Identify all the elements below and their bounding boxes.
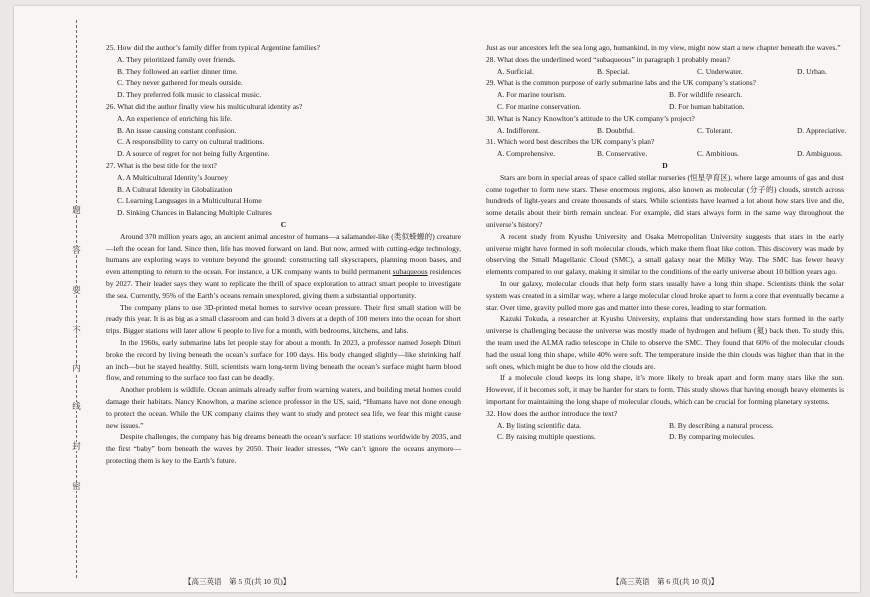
- underlined-word: subaqueous: [392, 267, 428, 277]
- answer-option: D. For human habitation.: [669, 101, 745, 111]
- answer-option: D. Sinking Chances in Balancing Multiple Cultures: [117, 208, 272, 218]
- exam-sheet: [14, 6, 860, 592]
- right-page-column: [486, 42, 847, 443]
- binding-char: 密: [72, 481, 81, 491]
- passage-paragraph: If a molecule cloud keeps its long shape, it’s more likely to break apart and form many stars like the sun. However, if it becomes soft, it may be harder for stars to form. This study shows that having enough heavy elements is important for maintaining the long shape of molecular clouds, which can be crucial for forming planetary systems.: [486, 373, 844, 406]
- answer-option: D. Appreciative.: [797, 125, 847, 135]
- answer-option: B. A Cultural Identity in Globalization: [117, 184, 233, 194]
- question-stem: 26. What did the author finally view his multicultural identity as?: [106, 101, 303, 111]
- answer-option: B. An issue causing constant confusion.: [117, 125, 237, 135]
- question-stem: 30. What is Nancy Knowlton’s attitude to the UK company’s project?: [486, 113, 695, 123]
- binding-char: 要: [72, 285, 81, 295]
- answer-option: B. Doubtful.: [597, 125, 635, 135]
- option-row: [486, 420, 844, 432]
- binding-char: 内: [72, 363, 81, 373]
- answer-option: B. For wildlife research.: [669, 90, 743, 100]
- binding-char: 封: [72, 441, 81, 451]
- answer-option: B. Conservative.: [597, 149, 648, 159]
- binding-char: 线: [72, 401, 81, 411]
- answer-option: C. By raising multiple questions.: [497, 432, 596, 442]
- answer-option: A. An experience of enriching his life.: [117, 113, 232, 123]
- paragraph-text: Around 370 million years ago, an ancient animal ancestor of humans—a salamander-like (类似蝾螈的) creature—left the ocean for land. Since then, life has moved forward on land. But now, armed with cutting-edge technology, humans are exploring ways to venture beyond the ground: constructing tall skyscrapers, planning moon bases, and even attempting to return to the ocean. For instance, a UK company wants to build permanent: [106, 231, 461, 277]
- answer-option: C. For marine conservation.: [497, 101, 581, 111]
- question-stem: 28. What does the underlined word “subaqueous” in paragraph 1 probably mean?: [486, 54, 730, 64]
- page-footer-right: 【高三英语 第 6 页(共 10 页)】: [612, 577, 719, 586]
- question-stem: 25. How did the author’s family differ from typical Argentine families?: [106, 43, 320, 52]
- answer-option: A. By listing scientific data.: [497, 420, 582, 430]
- passage-paragraph: Kazuki Tokuda, a researcher at Kyushu University, explains that understanding how stars formed in the early universe is challenging because the universe was mostly made of hydrogen and helium (氦) back then. To study this, the team used the ALMA radio telescope in Chile to observe the SMC. They found that 60% of the molecular clouds had the usual long thin shape, while 40% were soft. The temperature inside the thin clouds was higher than that in the soft ones, which might be due to how old the clouds are.: [486, 314, 844, 371]
- left-page-column: [106, 42, 461, 467]
- binding-char: 不: [72, 325, 81, 335]
- answer-option: D. They preferred folk music to classical music.: [117, 90, 262, 100]
- answer-option: C. They never gathered for meals outside.: [117, 78, 243, 88]
- passage-paragraph: In our galaxy, molecular clouds that help form stars usually have a long thin shape. Scientists think the solar system was created in a similar way, where a large molecular cloud broke apart to form a core that eventually became a star. Over time, gravity pulled more gas and matter into these cores, leading to star formation.: [486, 278, 844, 312]
- passage-paragraph: In the 1960s, early submarine labs let people stay for about a month. In 2023, a professor named Joseph Dituri broke the record by living beneath the ocean’s surface for 100 days. His body changed slightly—like shrinking half an inch—but he stayed healthy. Still, scientists warn long-term living beneath the ocean’s surface might harm blood flow, and returning to the surface too fast can be deadly.: [106, 337, 461, 383]
- passage-paragraph: Despite challenges, the company has big dreams beneath the ocean’s surface: 10 stations worldwide by 2035, and the first “baby” born beneath the waves by 2050. Their leader stresses, “We can’t ignore the oceans anymore—protecting them is key to the Earth’s future.: [106, 432, 461, 465]
- section-heading: D: [662, 160, 668, 170]
- answer-option: B. They followed an earlier dinner time.: [117, 66, 238, 76]
- answer-option: C. Tolerant.: [697, 125, 733, 135]
- answer-option: C. Underwater.: [697, 66, 743, 76]
- page-footer-left: 【高三英语 第 5 页(共 10 页)】: [184, 577, 291, 586]
- option-row: [486, 125, 847, 137]
- answer-option: A. Surficial.: [497, 66, 534, 76]
- question-stem: 27. What is the best title for the text?: [106, 160, 217, 170]
- answer-option: C. Ambitious.: [697, 149, 739, 159]
- passage-paragraph: [106, 231, 461, 302]
- passage-paragraph: The company plans to use 3D-printed metal homes to survive ocean pressure. Their first small station will be ready this year. It is as big as a small classroom and can hold 3 divers at a depth of 100 meters into the ocean for short trips. Bigger stations will later allow 6 people to live for a month, with bedrooms, kitchens, and labs.: [106, 302, 461, 336]
- paragraph-text: residences by 2027. Their leader says they want to replicate the thrill of space exploration to attract smart people to investigate the sea. Currently, 95% of the Earth’s oceans remain unexplored, giving them a substantial opportunity.: [106, 267, 461, 300]
- answer-option: D. A source of regret for not being fully Argentine.: [117, 149, 270, 159]
- answer-option: D. By comparing molecules.: [669, 432, 756, 442]
- answer-option: A. A Multicultural Identity’s Journey: [117, 172, 229, 182]
- answer-option: D. Urban.: [797, 66, 827, 76]
- passage-paragraph: Stars are born in special areas of space called stellar nurseries (恒星孕育区), where large amounts of gas and dust come together to form new stars. These enormous regions, also known as molecular (分子的) clouds, stretch across hundreds of light-years and create thousands of stars. While scientists have learned a lot about how stars live and die, some details about their birth remain unclear. For example, did stars always form in the same way throughout the universe’s history?: [486, 172, 844, 229]
- passage-paragraph: A recent study from Kyushu University and Osaka Metropolitan University suggests that stars in the early universe might have formed in soft molecular clouds, which make them float like cotton. This discovery was made by observing the Small Magellanic Cloud (SMC), a small galaxy near the Milky Way. The SMC has fewer heavy elements compared to our galaxy, making it similar to the conditions of the early universe about 10 billion years ago.: [486, 231, 844, 277]
- binding-margin: [14, 6, 104, 592]
- question-stem: 29. What is the common purpose of early submarine labs and the UK company’s stations?: [486, 78, 757, 88]
- passage-continuation: Just as our ancestors left the sea long ago, humankind, in my view, might now start a new chapter beneath the waves.”: [486, 43, 841, 52]
- answer-option: B. By describing a natural process.: [669, 420, 774, 430]
- option-row: [486, 431, 844, 443]
- option-row: [486, 89, 844, 101]
- answer-option: C. Learning Languages in a Multicultural Home: [117, 196, 262, 206]
- option-row: [486, 101, 844, 113]
- question-stem: 32. How does the author introduce the text?: [486, 408, 618, 418]
- option-row: [486, 66, 844, 78]
- binding-char: 题: [72, 205, 81, 215]
- answer-option: A. Comprehensive.: [497, 149, 556, 159]
- answer-option: D. Ambiguous.: [797, 149, 843, 159]
- question-stem: 31. Which word best describes the UK company’s plan?: [486, 137, 655, 147]
- answer-option: B. Special.: [597, 66, 630, 76]
- section-heading: C: [280, 219, 287, 229]
- binding-char: 答: [72, 245, 81, 255]
- binding-dashed-line: [76, 20, 77, 578]
- passage-paragraph: Another problem is wildlife. Ocean animals already suffer from warning waters, and building metal homes could damage their habitats. Nancy Knowlton, a marine science professor in the US, said, “Humans have not done enough to protect the ocean. While the UK company claims they want to study and protect sea life, we fear this might cause new issues.”: [106, 385, 461, 430]
- answer-option: A. Indifferent.: [497, 125, 540, 135]
- answer-option: A. They prioritized family over friends.: [117, 54, 236, 64]
- answer-option: A. For marine tourism.: [497, 90, 566, 100]
- answer-option: C. A responsibility to carry on cultural traditions.: [117, 137, 265, 147]
- option-row: [486, 148, 844, 160]
